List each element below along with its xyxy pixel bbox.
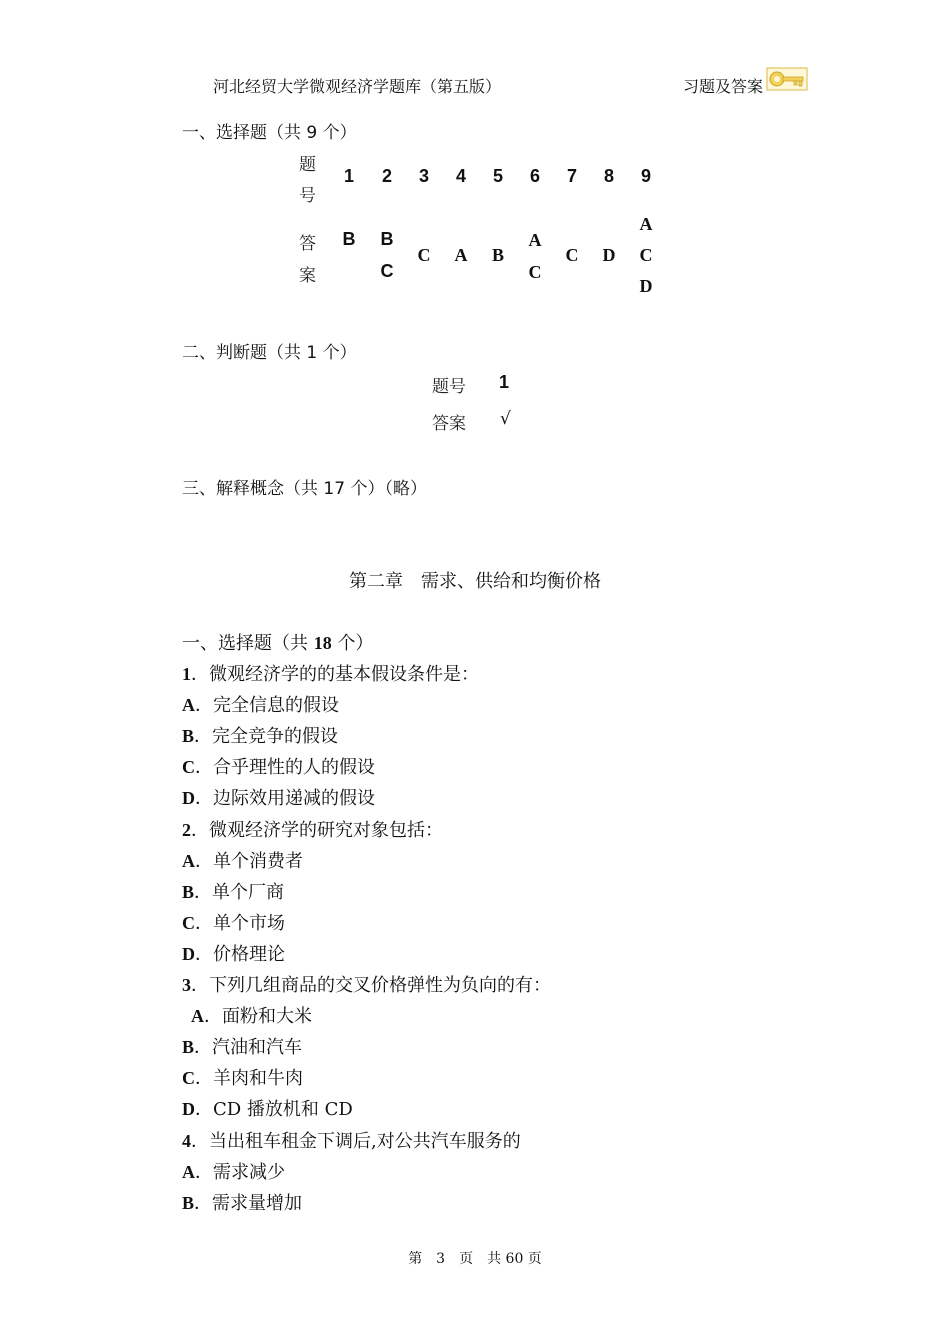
option-item: [182, 722, 338, 748]
question-number-cell: 1: [343, 166, 354, 186]
table-row-label: 案: [299, 266, 316, 286]
judgement-question-label: 题号: [432, 377, 466, 397]
option-text: ．价格理论: [195, 944, 285, 965]
question-text: ．微观经济学的研究对象包括：: [191, 820, 443, 841]
option-item: [182, 1064, 303, 1090]
option-letter: B: [182, 1037, 195, 1057]
answer-cell: C: [528, 262, 542, 282]
document-header-label: 习题及答案: [683, 77, 764, 96]
chapter-section-suffix: 个）: [331, 633, 374, 654]
option-letter: A: [182, 695, 195, 715]
question-text: ．微观经济学的的基本假设条件是：: [191, 664, 479, 685]
question-number-cell: 4: [455, 166, 466, 186]
question-number: 1: [182, 664, 191, 684]
table-row-label: 号: [299, 186, 316, 206]
option-letter: A: [182, 851, 195, 871]
answer-cell: B: [491, 245, 504, 265]
question-number-cell: 6: [529, 166, 540, 186]
option-item: [182, 878, 284, 904]
option-item: [182, 753, 375, 779]
option-item: [182, 784, 375, 810]
option-item: [182, 1095, 353, 1121]
question-number-cell: 2: [381, 166, 392, 186]
answer-cell: C: [565, 245, 579, 265]
option-letter: C: [182, 757, 195, 777]
question-number-cell: 7: [566, 166, 577, 186]
answer-cell: A: [528, 230, 542, 250]
option-text: ．完全竞争的假设: [194, 726, 339, 747]
answer-cell: D: [639, 276, 653, 296]
judgement-question-number: 1: [499, 372, 510, 392]
section-title-concepts: 三、解释概念（共 17 个）（略）: [182, 479, 427, 499]
option-letter: C: [182, 1068, 195, 1088]
answer-cell: B: [380, 229, 394, 249]
option-item: [191, 1002, 312, 1028]
question-item: [182, 816, 443, 842]
option-item: [182, 1158, 285, 1184]
answer-cell: C: [380, 261, 394, 281]
answer-cell: C: [639, 245, 653, 265]
option-item: [182, 909, 285, 935]
option-text: ．完全信息的假设: [195, 695, 339, 716]
question-number: 2: [182, 820, 191, 840]
option-text: ．单个消费者: [195, 851, 303, 872]
option-letter: A: [191, 1006, 204, 1026]
section-title-judgement: 二、判断题（共 1 个）: [182, 343, 357, 363]
chapter-section-prefix: 一、选择题（共: [182, 633, 314, 654]
answer-cell: C: [417, 245, 431, 265]
page-footer: 第 3 页 共 60 页: [408, 1251, 542, 1267]
option-text: ．需求减少: [195, 1162, 285, 1183]
option-letter: C: [182, 913, 195, 933]
option-text: ．CD 播放机和 CD: [195, 1099, 353, 1120]
document-header-title: 河北经贸大学微观经济学题库（第五版）: [213, 77, 502, 96]
option-item: [182, 1189, 302, 1215]
judgement-answer-value: √: [500, 409, 511, 429]
question-number: 3: [182, 975, 191, 995]
answer-cell: A: [454, 245, 468, 265]
question-number-cell: 8: [603, 166, 614, 186]
question-number-cell: 3: [418, 166, 429, 186]
answer-cell: A: [639, 214, 653, 234]
option-text: ．羊肉和牛肉: [195, 1068, 303, 1089]
option-letter: D: [182, 788, 195, 808]
option-text: ．汽油和汽车: [194, 1037, 303, 1058]
section-title-choice: 一、选择题（共 9 个）: [182, 123, 357, 143]
answer-cell: D: [602, 245, 616, 265]
option-letter: D: [182, 944, 195, 964]
chapter-section-count: 18: [313, 633, 332, 653]
question-item: [182, 1127, 521, 1153]
chapter-title: 第二章 需求、供给和均衡价格: [349, 571, 601, 592]
key-icon: [766, 67, 808, 91]
judgement-answer-label: 答案: [432, 414, 466, 434]
option-item: [182, 1033, 302, 1059]
option-item: [182, 940, 285, 966]
table-row-label: 答: [299, 234, 316, 254]
question-number-cell: 5: [492, 166, 503, 186]
question-number-cell: 9: [640, 166, 651, 186]
option-text: ．需求量增加: [194, 1193, 303, 1214]
option-letter: D: [182, 1099, 195, 1119]
option-text: ．单个市场: [195, 913, 285, 934]
question-item: [182, 660, 479, 686]
option-letter: A: [182, 1162, 195, 1182]
option-text: ．边际效用递减的假设: [195, 788, 375, 809]
question-item: [182, 971, 551, 997]
option-text: ．面粉和大米: [204, 1006, 312, 1027]
answer-cell: B: [342, 229, 356, 249]
option-item: [182, 691, 339, 717]
question-text: ．当出租车租金下调后,对公共汽车服务的: [191, 1131, 521, 1152]
chapter-section-title: [182, 629, 373, 655]
option-letter: B: [182, 726, 195, 746]
option-text: ．合乎理性的人的假设: [195, 757, 375, 778]
question-number: 4: [182, 1131, 191, 1151]
option-letter: B: [182, 882, 195, 902]
table-row-label: 题: [299, 155, 316, 175]
option-letter: B: [182, 1193, 195, 1213]
option-item: [182, 847, 303, 873]
option-text: ．单个厂商: [194, 882, 285, 903]
question-text: ．下列几组商品的交叉价格弹性为负向的有：: [191, 975, 551, 996]
